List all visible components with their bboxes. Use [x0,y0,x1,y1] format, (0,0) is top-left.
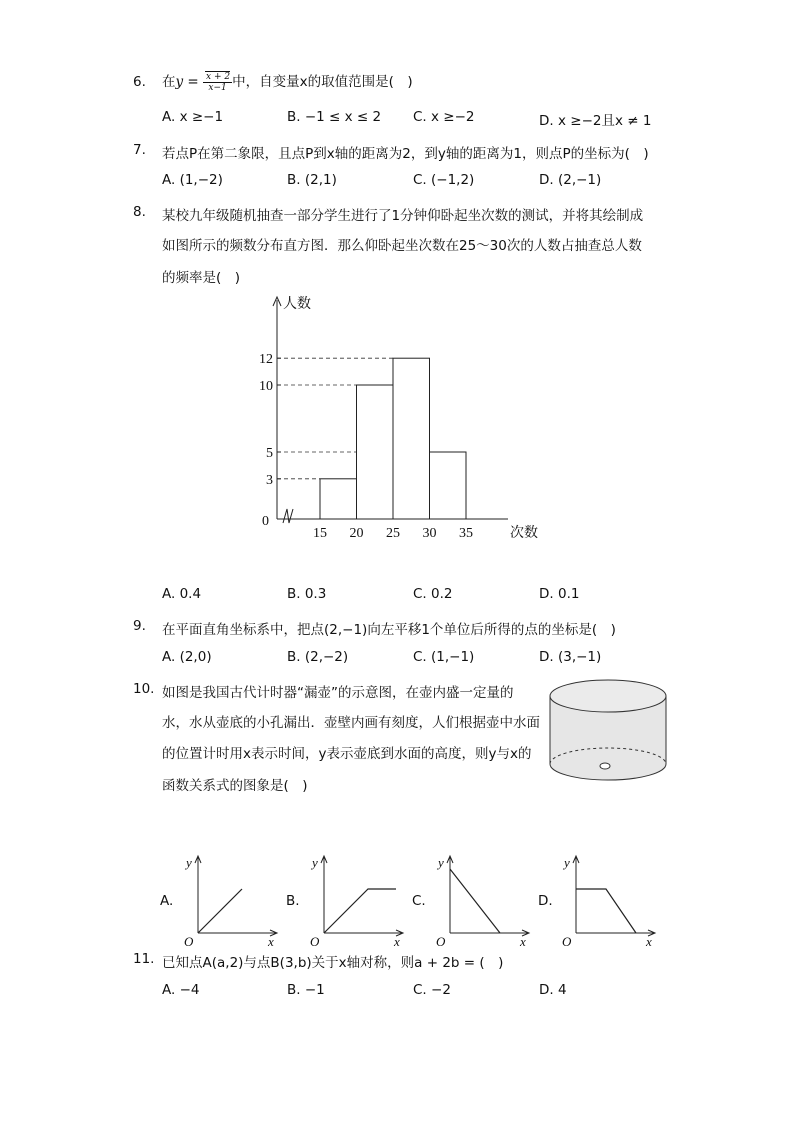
histogram-bar [320,479,357,519]
q10-graph-label: B. [286,893,300,909]
q8-option-c[interactable]: C. 0.2 [413,586,453,602]
q10-stem-line3: 的位置计时用x表示时间，y表示壶底到水面的高度，则y与x的 [162,746,532,762]
q6-stem [162,70,413,93]
x-tick-label: 25 [386,526,400,541]
y-tick-label: 5 [266,446,273,461]
x-tick-label: 35 [459,526,473,541]
graph-curve [324,889,396,933]
water-clock-figure [548,678,668,788]
q6-denominator: x−1 [208,82,227,93]
q8-option-a[interactable]: A. 0.4 [162,586,202,602]
y-tick-label: 12 [259,352,273,368]
q10-graph-label: C. [412,893,426,909]
q7-option-a[interactable]: A. (1,−2) [162,172,223,188]
q6-sqrt-expr: x + 2 [206,71,231,82]
q11-option-a[interactable]: A. −4 [162,982,200,998]
q10-stem-line2: 水，水从壶底的小孔漏出．壶壁内画有刻度，人们根据壶中水面 [162,715,540,731]
drain-hole [600,763,610,769]
q11-option-c[interactable]: C. −2 [413,982,451,998]
q10-stem-line4: 函数关系式的图象是( ) [162,778,308,794]
x-tick-label: 30 [422,526,437,541]
q11-option-d[interactable]: D. 4 [539,982,567,998]
q10-graph-option-a[interactable] [160,853,285,948]
y-axis-label: 人数 [283,297,311,312]
q10-graph-option-d[interactable] [538,853,663,948]
y-tick-label: 3 [266,472,273,488]
origin-label: 0 [262,514,269,529]
histogram-bar [357,385,394,519]
q6-prefix: 在 [162,74,176,90]
histogram-bar [430,452,467,519]
cylinder-top [550,680,666,712]
q8-number: 8. [133,204,146,220]
q7-option-d[interactable]: D. (2,−1) [539,172,602,188]
graph-x-label: x [268,934,274,948]
graph-x-label: x [394,934,400,948]
q7-number: 7. [133,142,146,158]
q8-option-d[interactable]: D. 0.1 [539,586,580,602]
q6-option-c[interactable]: C. x ≥−2 [413,109,475,125]
graph-x-label: x [520,934,526,948]
x-tick-label: 15 [313,526,327,541]
graph-y-label: y [438,855,444,870]
graph-origin-label: O [436,934,446,948]
q8-option-b[interactable]: B. 0.3 [287,586,327,602]
q7-stem: 若点P在第二象限，且点P到x轴的距离为2，到y轴的距离为1，则点P的坐标为( ) [162,146,649,162]
x-axis-label: 次数 [510,526,538,541]
q6-number: 6. [133,74,146,90]
q8-stem-line3: 的频率是( ) [162,270,241,286]
q10-graph-label: D. [538,893,553,909]
histogram-bar [393,358,430,519]
q10-graph-option-b[interactable] [286,853,411,948]
q6-option-b[interactable]: B. −1 ≤ x ≤ 2 [287,109,382,125]
q7-option-b[interactable]: B. (2,1) [287,172,337,188]
q8-stem-line2: 如图所示的频数分布直方图．那么仰卧起坐次数在25～30次的人数占抽查总人数 [162,238,642,254]
q6-fraction [203,72,232,93]
graph-origin-label: O [562,934,572,948]
graph-x-label: x [646,934,652,948]
q10-graph-option-c[interactable] [412,853,537,948]
q6-option-d[interactable]: D. x ≥−2且x ≠ 1 [539,113,652,129]
q9-option-a[interactable]: A. (2,0) [162,649,212,665]
q9-option-c[interactable]: C. (1,−1) [413,649,475,665]
q10-number: 10. [133,681,155,697]
q8-stem-line1: 某校九年级随机抽查一部分学生进行了1分钟仰卧起坐次数的测试，并将其绘制成 [162,208,644,224]
x-tick-label: 20 [349,526,364,541]
histogram-chart [250,290,550,550]
q7-option-c[interactable]: C. (−1,2) [413,172,475,188]
q11-option-b[interactable]: B. −1 [287,982,325,998]
graph-y-label: y [312,855,318,870]
q6-suffix: 中，自变量x的取值范围是( ) [232,74,413,90]
y-tick-label: 10 [259,379,273,394]
graph-origin-label: O [184,934,194,948]
graph-y-label: y [186,855,192,870]
q10-stem-line1: 如图是我国古代计时器“漏壶”的示意图，在壶内盛一定量的 [162,685,514,701]
graph-y-label: y [564,855,570,870]
q9-stem: 在平面直角坐标系中，把点(2,−1)向左平移1个单位后所得的点的坐标是( ) [162,622,616,638]
graph-curve [198,889,242,933]
graph-curve [450,869,500,933]
q9-option-b[interactable]: B. (2,−2) [287,649,349,665]
q11-number: 11. [133,951,155,967]
graph-curve [576,889,636,933]
q9-option-d[interactable]: D. (3,−1) [539,649,602,665]
q6-option-a[interactable]: A. x ≥−1 [162,109,224,125]
q10-graph-label: A. [160,893,174,909]
q11-stem: 已知点A(a,2)与点B(3,b)关于x轴对称，则a + 2b = ( ) [162,955,504,971]
axis-break [283,509,293,523]
q6-y-eq: y = [175,74,199,90]
graph-origin-label: O [310,934,320,948]
q9-number: 9. [133,618,146,634]
